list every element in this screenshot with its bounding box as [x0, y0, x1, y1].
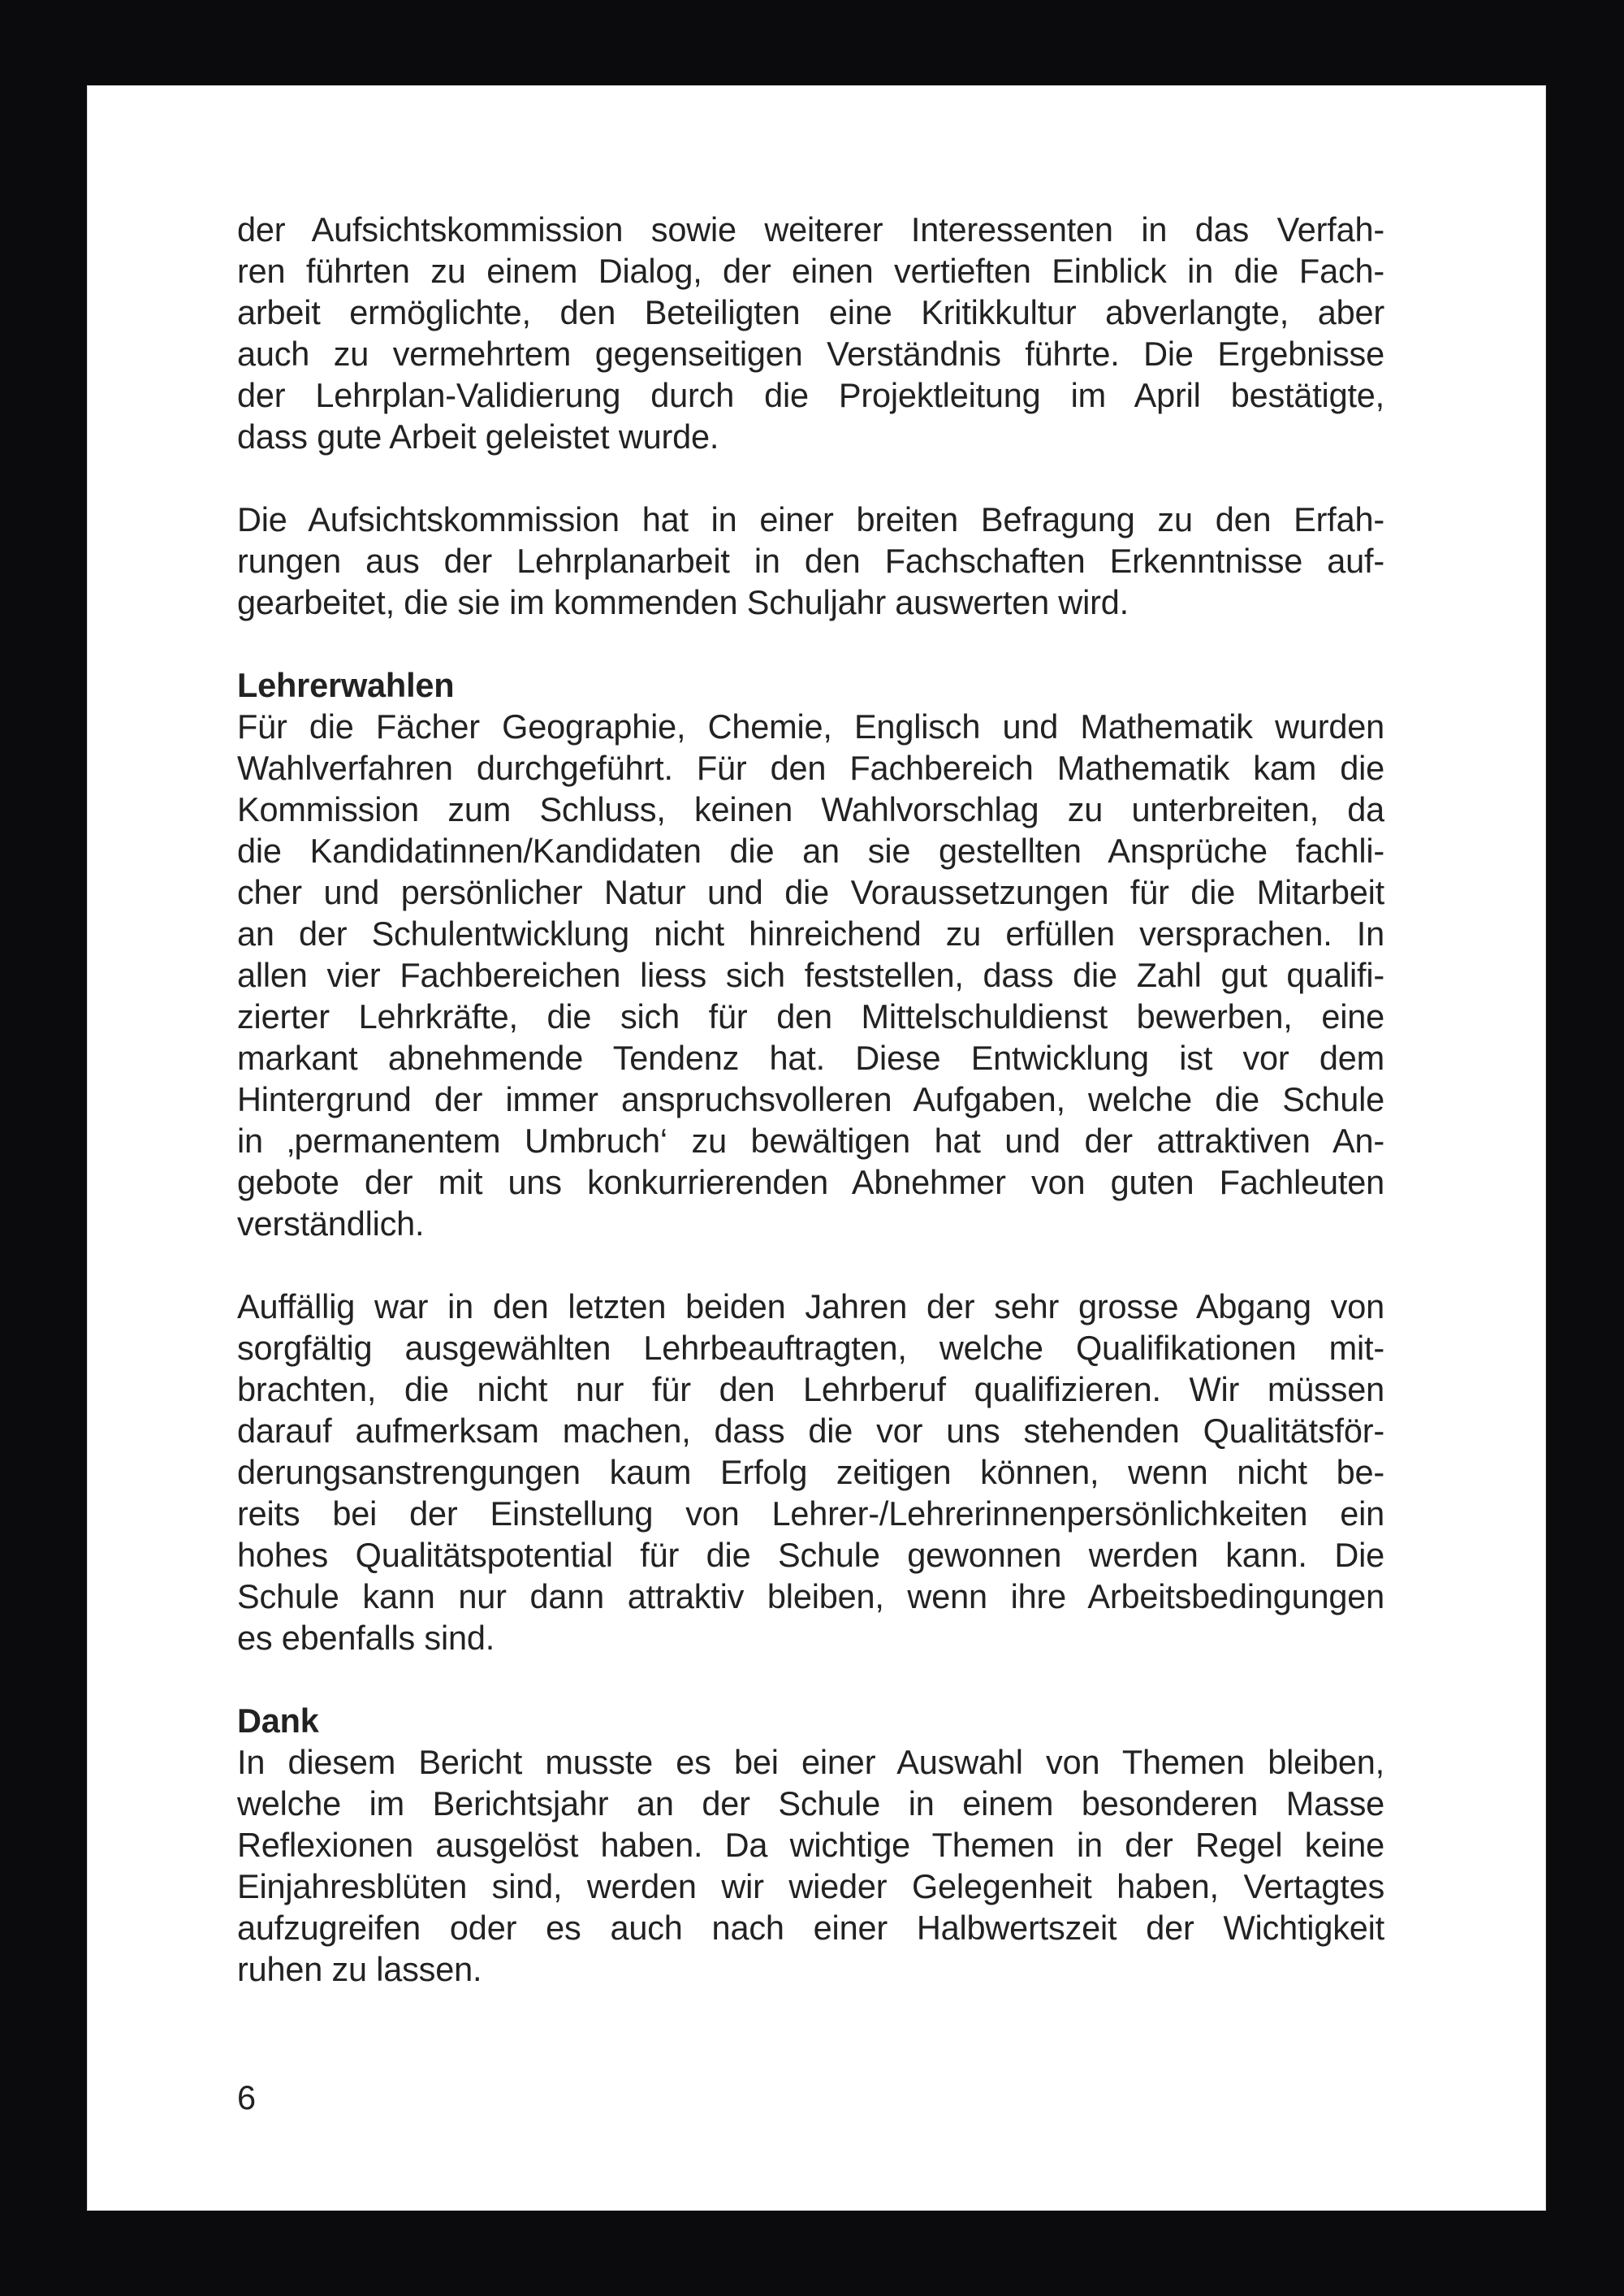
text-line: derungsanstrengungen kaum Erfolg zeitigen können, wenn nicht be- [237, 1453, 1384, 1491]
text-line: rungen aus der Lehrplanarbeit in den Fachschaften Erkenntnisse auf- [237, 542, 1384, 580]
text-line: hohes Qualitätspotential für die Schule gewonnen werden kann. Die [237, 1536, 1384, 1574]
paragraph-aufsichtskommission-dialog [237, 209, 1384, 457]
text-line: es ebenfalls sind. [237, 1619, 495, 1657]
document-page [87, 85, 1546, 2211]
text-line: aufzugreifen oder es auch nach einer Halbwertszeit der Wichtigkeit [237, 1909, 1384, 1947]
text-line: Für die Fächer Geographie, Chemie, Englisch und Mathematik wurden [237, 707, 1384, 746]
text-line: Hintergrund der immer anspruchsvolleren Aufgaben, welche die Schule [237, 1080, 1384, 1118]
text-line: markant abnehmende Tendenz hat. Diese Entwicklung ist vor dem [237, 1039, 1384, 1077]
text-line: die Kandidatinnen/Kandidaten die an sie gestellten Ansprüche fachli- [237, 832, 1384, 870]
section-heading-lehrerwahlen: Lehrerwahlen [237, 666, 455, 704]
text-line: Auffällig war in den letzten beiden Jahren der sehr grosse Abgang von [237, 1287, 1384, 1325]
paragraph-dank [237, 1741, 1384, 1990]
text-line: an der Schulentwicklung nicht hinreichend zu erfüllen versprachen. In [237, 915, 1384, 953]
text-line: verständlich. [237, 1204, 425, 1243]
text-line: In diesem Bericht musste es bei einer Auswahl von Themen bleiben, [237, 1743, 1384, 1781]
page-number: 6 [237, 2078, 257, 2117]
text-line: arbeit ermöglichte, den Beteiligten eine Kritikkultur abverlangte, aber [237, 293, 1384, 331]
text-line: Schule kann nur dann attraktiv bleiben, wenn ihre Arbeitsbedingungen [237, 1577, 1384, 1615]
text-line: zierter Lehrkräfte, die sich für den Mittelschuldienst bewerben, eine [237, 997, 1384, 1036]
text-line: Einjahresblüten sind, werden wir wieder Gelegenheit haben, Vertagtes [237, 1867, 1384, 1905]
text-line: auch zu vermehrtem gegenseitigen Verständnis führte. Die Ergebnisse [237, 335, 1384, 373]
section-heading-dank: Dank [237, 1701, 319, 1740]
text-line: Wahlverfahren durchgeführt. Für den Fachbereich Mathematik kam die [237, 749, 1384, 787]
text-line: allen vier Fachbereichen liess sich feststellen, dass die Zahl gut qualifi- [237, 956, 1384, 994]
text-line: Reflexionen ausgelöst haben. Da wichtige Themen in der Regel keine [237, 1826, 1384, 1864]
text-line: darauf aufmerksam machen, dass die vor uns stehenden Qualitätsför- [237, 1412, 1384, 1450]
text-line: sorgfältig ausgewählten Lehrbeauftragten, welche Qualifikationen mit- [237, 1329, 1384, 1367]
text-line: Kommission zum Schluss, keinen Wahlvorschlag zu unterbreiten, da [237, 790, 1384, 828]
text-line: dass gute Arbeit geleistet wurde. [237, 417, 719, 456]
text-line: der Aufsichtskommission sowie weiterer Interessenten in das Verfah- [237, 210, 1384, 249]
text-line: ren führten zu einem Dialog, der einen vertieften Einblick in die Fach- [237, 252, 1384, 290]
text-line: in ‚permanentem Umbruch‘ zu bewältigen hat und der attraktiven An- [237, 1122, 1384, 1160]
text-line: brachten, die nicht nur für den Lehrberuf qualifizieren. Wir müssen [237, 1370, 1384, 1408]
text-line: welche im Berichtsjahr an der Schule in einem besonderen Masse [237, 1784, 1384, 1823]
text-line: reits bei der Einstellung von Lehrer-/Lehrerinnenpersönlichkeiten ein [237, 1494, 1384, 1533]
text-line: der Lehrplan-Validierung durch die Projektleitung im April bestätigte, [237, 376, 1384, 414]
text-line: Die Aufsichtskommission hat in einer breiten Befragung zu den Erfah- [237, 500, 1384, 538]
text-line: gebote der mit uns konkurrierenden Abnehmer von guten Fachleuten [237, 1163, 1384, 1201]
text-line: gearbeitet, die sie im kommenden Schuljahr auswerten wird. [237, 583, 1129, 621]
paragraph-aufsichtskommission-befragung [237, 499, 1384, 623]
text-line: cher und persönlicher Natur und die Voraussetzungen für die Mitarbeit [237, 873, 1384, 911]
paragraph-lehrerwahlen-wahlverfahren [237, 706, 1384, 1244]
text-line: ruhen zu lassen. [237, 1950, 482, 1988]
paragraph-lehrerwahlen-abgang [237, 1286, 1384, 1658]
page-content [237, 209, 1384, 2031]
